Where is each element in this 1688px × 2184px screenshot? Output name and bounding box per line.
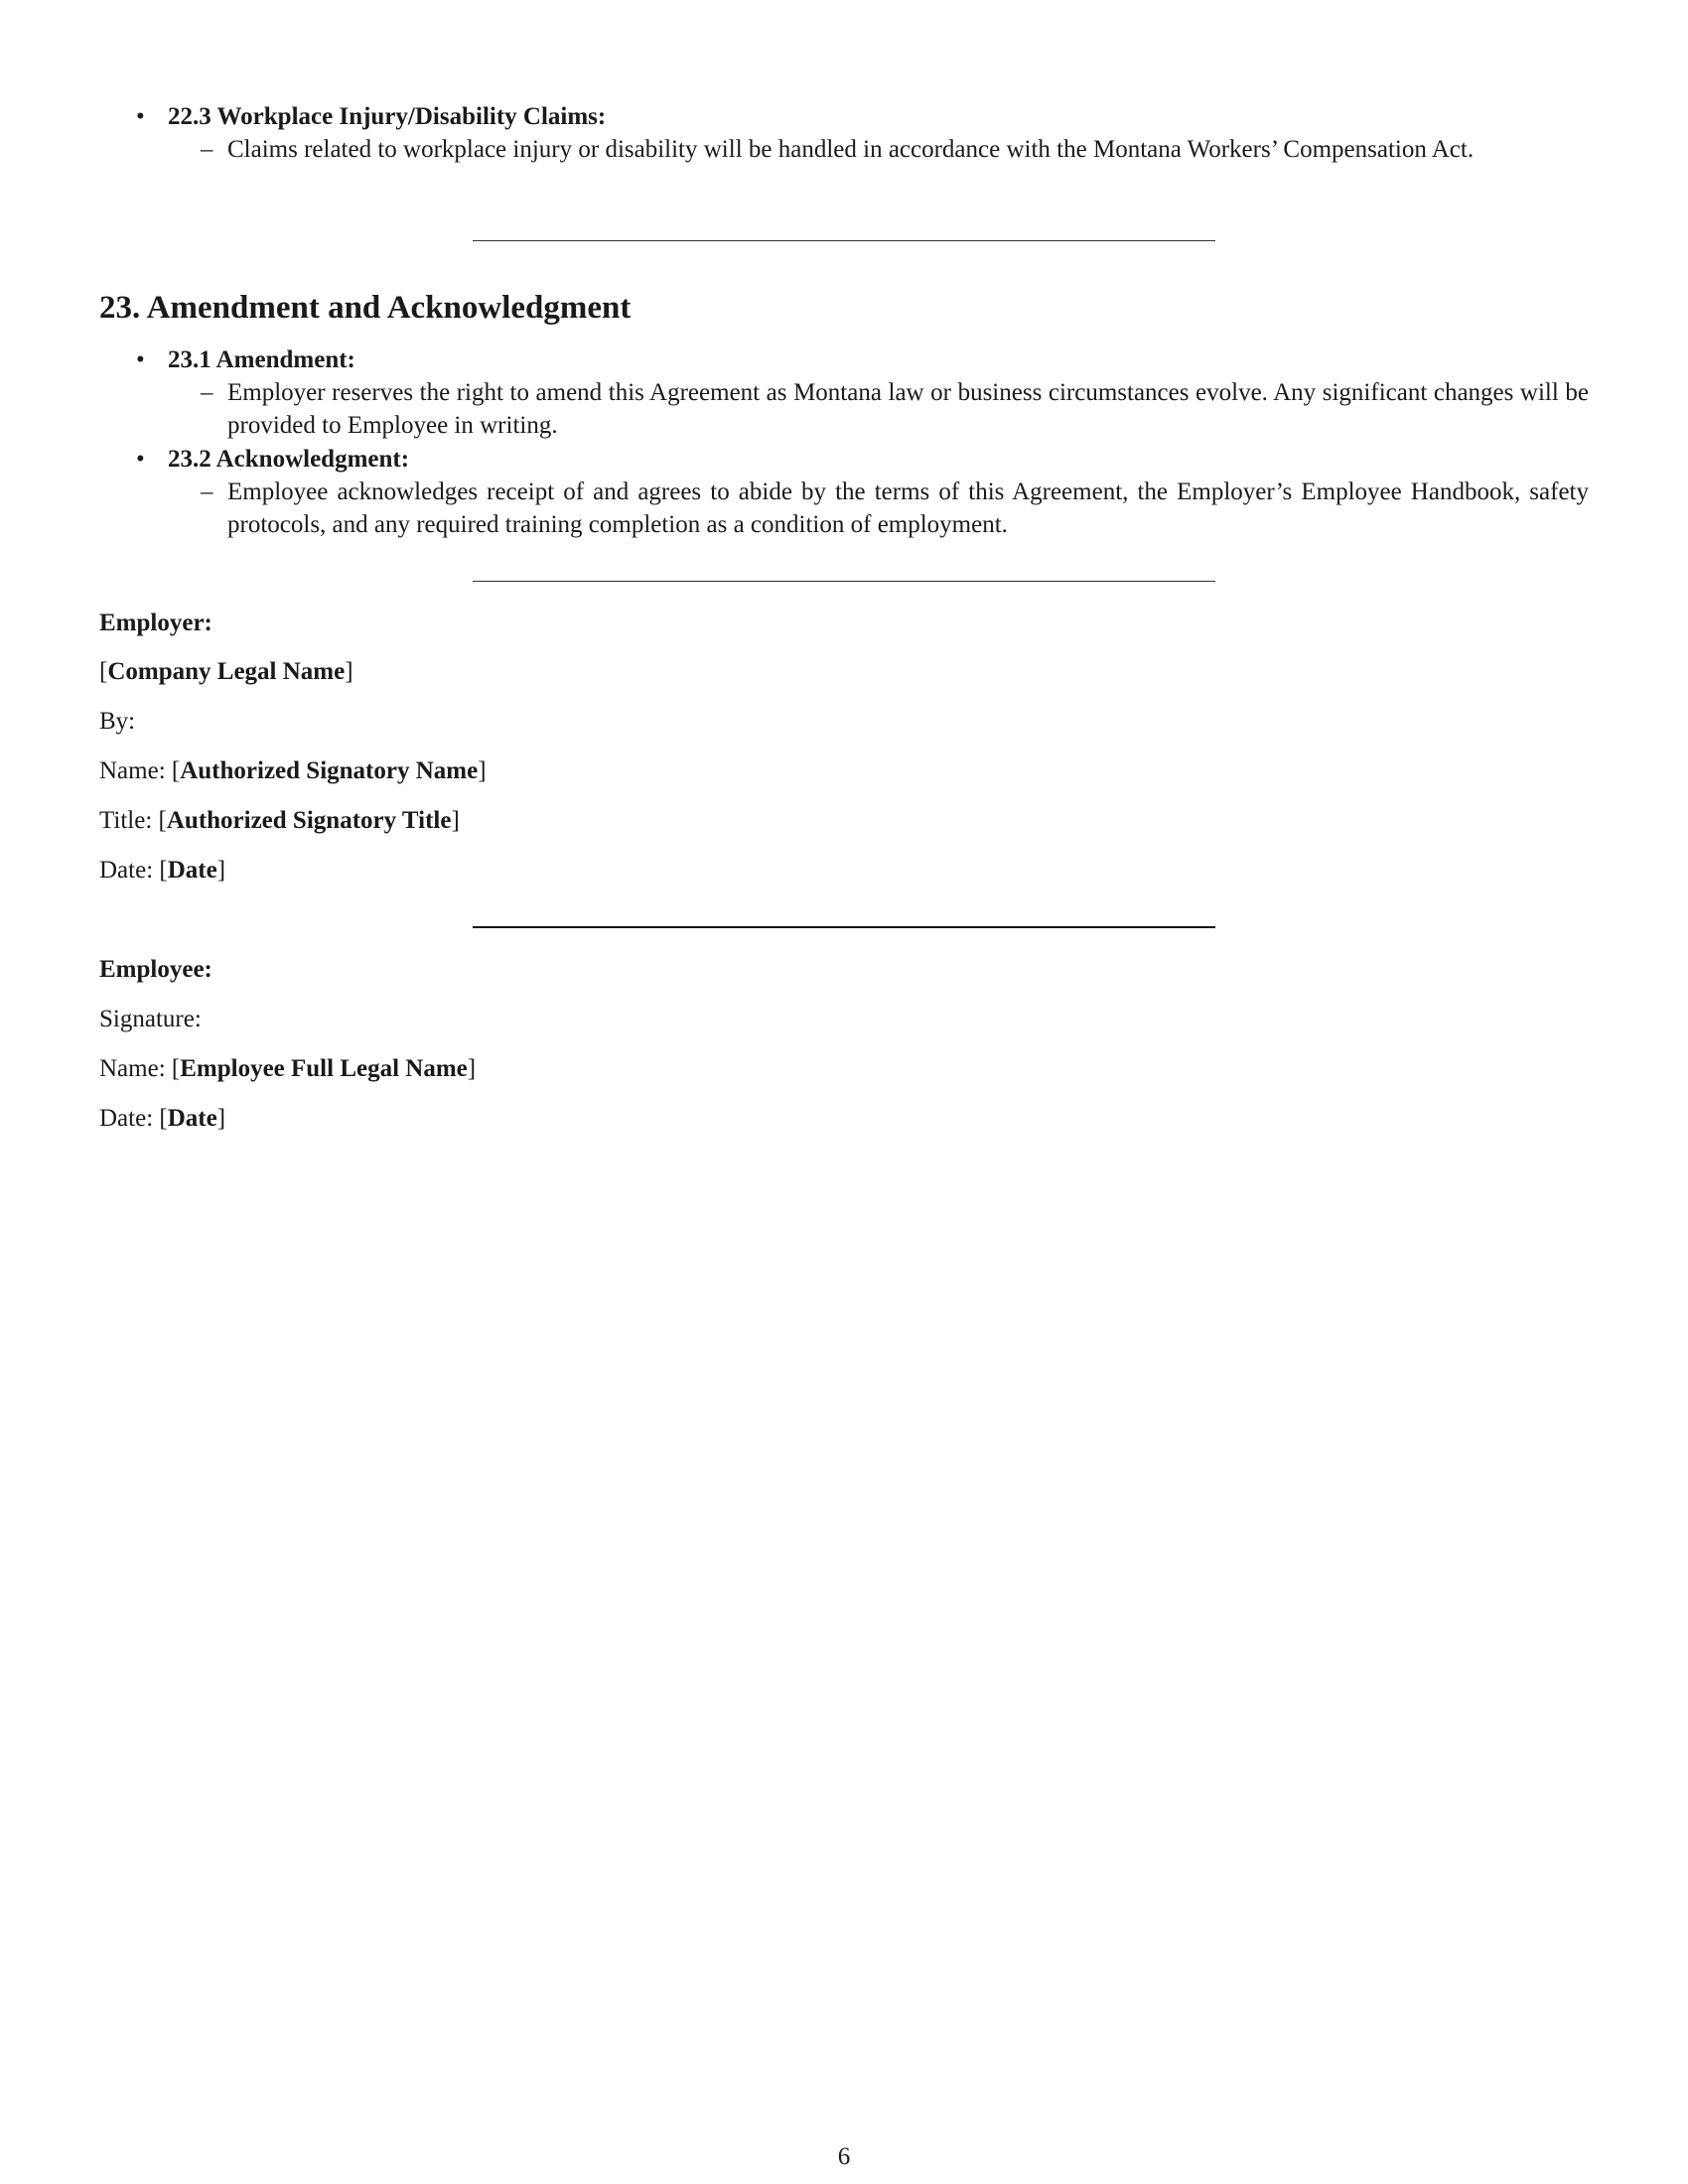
employee-date-line: Date: [Date]: [99, 1105, 226, 1132]
page-number: 6: [837, 2143, 851, 2170]
sec-22-3-body: Claims related to workplace injury or disability will be handled in accordance with the Montana Workers’ Compensation Act.: [227, 136, 1475, 163]
employee-name-line: Name: [Employee Full Legal Name]: [99, 1055, 477, 1082]
dash-22-3: –: [201, 136, 213, 163]
sec-22-3-heading: 22.3 Workplace Injury/Disability Claims:: [168, 103, 607, 130]
employer-date-label: Date:: [99, 857, 154, 884]
employer-heading: Employer:: [99, 610, 212, 636]
employer-title-label: Title:: [99, 807, 153, 834]
sec-23-2-heading: 23.2 Acknowledgment:: [168, 446, 410, 473]
divider: [473, 240, 1215, 241]
employee-name-label: Name:: [99, 1055, 166, 1082]
employer-by-line: By:: [99, 708, 136, 735]
sec-23-1-heading: 23.1 Amendment:: [168, 346, 355, 373]
employee-signature-line: Signature:: [99, 1006, 202, 1032]
employer-name-line: Name: [Authorized Signatory Name]: [99, 757, 487, 784]
employer-title-value: Authorized Signatory Title: [166, 807, 452, 834]
employer-name-label: Name:: [99, 757, 166, 784]
bullet-23-1: •: [136, 346, 145, 373]
employee-date-label: Date:: [99, 1105, 154, 1132]
company-name-line: [Company Legal Name]: [99, 658, 353, 685]
employee-name-value: Employee Full Legal Name: [180, 1055, 468, 1082]
employee-date-value: Date: [167, 1105, 217, 1132]
sec-23-2-body: Employee acknowledges receipt of and agrees to abide by the terms of this Agreement, the Employer’s Employee Handbook, safety protocols, and any required training completion as a condition of employment.: [227, 478, 1589, 538]
employer-name-value: Authorized Signatory Name: [180, 757, 479, 784]
employer-date-line: Date: [Date]: [99, 857, 226, 884]
sec-23-1-body: Employer reserves the right to amend this Agreement as Montana law or business circumstances evolve. Any significant changes will be provided to Employee in writing.: [227, 379, 1589, 439]
dash-23-1: –: [201, 379, 213, 406]
divider: [473, 581, 1215, 582]
employee-heading: Employee:: [99, 956, 212, 983]
dash-23-2: –: [201, 478, 213, 505]
employer-date-value: Date: [167, 857, 217, 884]
section-23-title: 23. Amendment and Acknowledgment: [99, 290, 632, 326]
bullet-23-2: •: [136, 446, 145, 473]
company-name: Company Legal Name: [107, 658, 346, 685]
bullet-22-3: •: [136, 103, 145, 130]
employer-title-line: Title: [Authorized Signatory Title]: [99, 807, 460, 834]
divider: [473, 926, 1215, 928]
